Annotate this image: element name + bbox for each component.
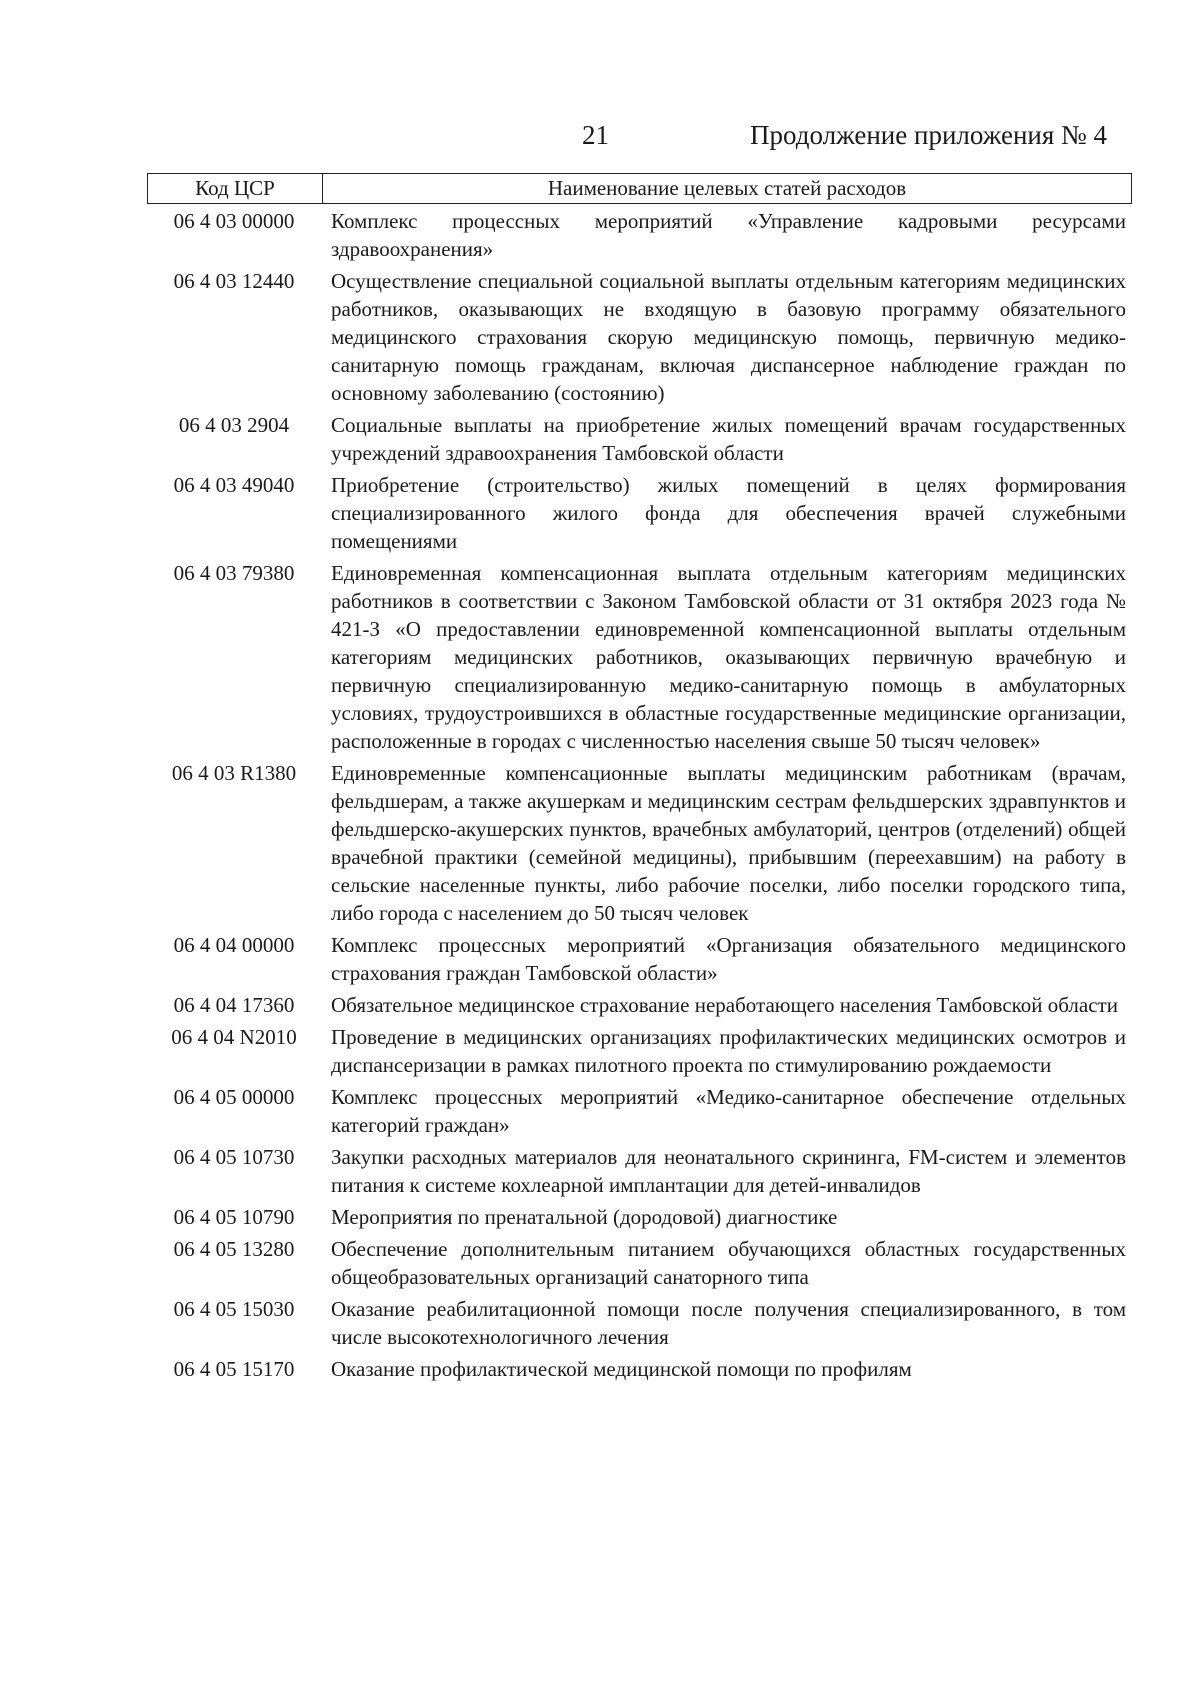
table-row (147, 207, 1132, 263)
table-row (147, 471, 1132, 555)
row-name: Осуществление специальной социальной выплаты отдельным категориям медицинских работников, оказывающих не входящую в базовую программу обязательного медицинского страхования скорую медицинскую помощь, первичную медико-санитарную помощь гражданам, включая диспансерное наблюдение граждан по основному заболеванию (состоянию) (331, 269, 1126, 405)
appendix-continuation-title: Продолжение приложения № 4 (750, 120, 1108, 150)
row-name: Социальные выплаты на приобретение жилых помещений врачам государственных учреждений здравоохранения Тамбовской области (331, 413, 1126, 465)
row-name: Оказание профилактической медицинской помощи по профилям (331, 1357, 912, 1381)
row-name: Мероприятия по пренатальной (дородовой) диагностике (331, 1205, 838, 1229)
row-name: Проведение в медицинских организациях профилактических медицинских осмотров и диспансеризации в рамках пилотного проекта по стимулированию рождаемости (331, 1025, 1126, 1077)
row-code: 06 4 03 79380 (173, 561, 295, 585)
table-row (147, 931, 1132, 987)
table-row (147, 1083, 1132, 1139)
table-row (147, 267, 1132, 407)
row-code: 06 4 03 R1380 (171, 761, 297, 785)
row-code: 06 4 03 00000 (173, 209, 295, 233)
row-name: Комплекс процессных мероприятий «Медико-санитарное обеспечение отдельных категорий граждан» (331, 1085, 1126, 1137)
row-code: 06 4 03 12440 (173, 269, 295, 293)
row-code: 06 4 05 00000 (173, 1085, 295, 1109)
row-code: 06 4 04 N2010 (171, 1025, 297, 1049)
row-name: Оказание реабилитационной помощи после получения специализированного, в том числе высокотехнологичного лечения (331, 1297, 1126, 1349)
table-row (147, 1235, 1132, 1291)
row-name: Комплекс процессных мероприятий «Управление кадровыми ресурсами здравоохранения» (331, 209, 1126, 261)
row-code: 06 4 05 13280 (173, 1237, 295, 1261)
row-name: Единовременная компенсационная выплата отдельным категориям медицинских работников в соответствии с Законом Тамбовской области от 31 октября 2023 года № 421-З «О предоставлении единовременной компенсационной выплаты отдельным категориям медицинских работников, оказывающих первичную врачебную и первичную специализированную медико-санитарную помощь в амбулаторных условиях, трудоустроившихся в областные государственные медицинские организации, расположенные в городах с численностью населения свыше 50 тысяч человек» (331, 561, 1126, 753)
row-code: 06 4 05 15170 (173, 1357, 295, 1381)
row-code: 06 4 05 15030 (173, 1297, 295, 1321)
row-code: 06 4 03 49040 (173, 473, 295, 497)
row-code: 06 4 03 2904 (178, 413, 290, 437)
row-name: Единовременные компенсационные выплаты медицинским работникам (врачам, фельдшерам, а также акушеркам и медицинским сестрам фельдшерских здравпунктов и фельдшерско-акушерских пунктов, врачебных амбулаторий, центров (отделений) общей врачебной практики (семейной медицины), прибывшим (переехавшим) на работу в сельские населенные пункты, либо рабочие поселки, либо поселки городского типа, либо города с населением до 50 тысяч человек (331, 761, 1126, 925)
row-code: 06 4 05 10790 (173, 1205, 295, 1229)
row-name: Приобретение (строительство) жилых помещений в целях формирования специализированного жилого фонда для обеспечения врачей служебными помещениями (331, 473, 1126, 553)
row-name: Обязательное медицинское страхование неработающего населения Тамбовской области (331, 993, 1118, 1017)
page-number: 21 (582, 120, 609, 150)
table-row (147, 1023, 1132, 1079)
column-header-code: Код ЦСР (148, 174, 323, 203)
row-name: Закупки расходных материалов для неонатального скрининга, FM-систем и элементов питания к системе кохлеарной имплантации для детей-инвалидов (331, 1145, 1126, 1197)
row-code: 06 4 04 00000 (173, 933, 295, 957)
table-row (147, 991, 1132, 1019)
row-name: Комплекс процессных мероприятий «Организация обязательного медицинского страхования граждан Тамбовской области» (331, 933, 1126, 985)
table-body (147, 207, 1132, 1387)
table-row (147, 1203, 1132, 1231)
row-name: Обеспечение дополнительным питанием обучающихся областных государственных общеобразовательных организаций санаторного типа (331, 1237, 1126, 1289)
table-row (147, 1143, 1132, 1199)
row-code: 06 4 04 17360 (173, 993, 295, 1017)
table-row (147, 759, 1132, 927)
column-header-name: Наименование целевых статей расходов (547, 176, 907, 200)
table-row (147, 1355, 1132, 1383)
table-row (147, 411, 1132, 467)
table-header (147, 173, 1132, 204)
table-row (147, 559, 1132, 755)
row-code: 06 4 05 10730 (173, 1145, 295, 1169)
table-row (147, 1295, 1132, 1351)
